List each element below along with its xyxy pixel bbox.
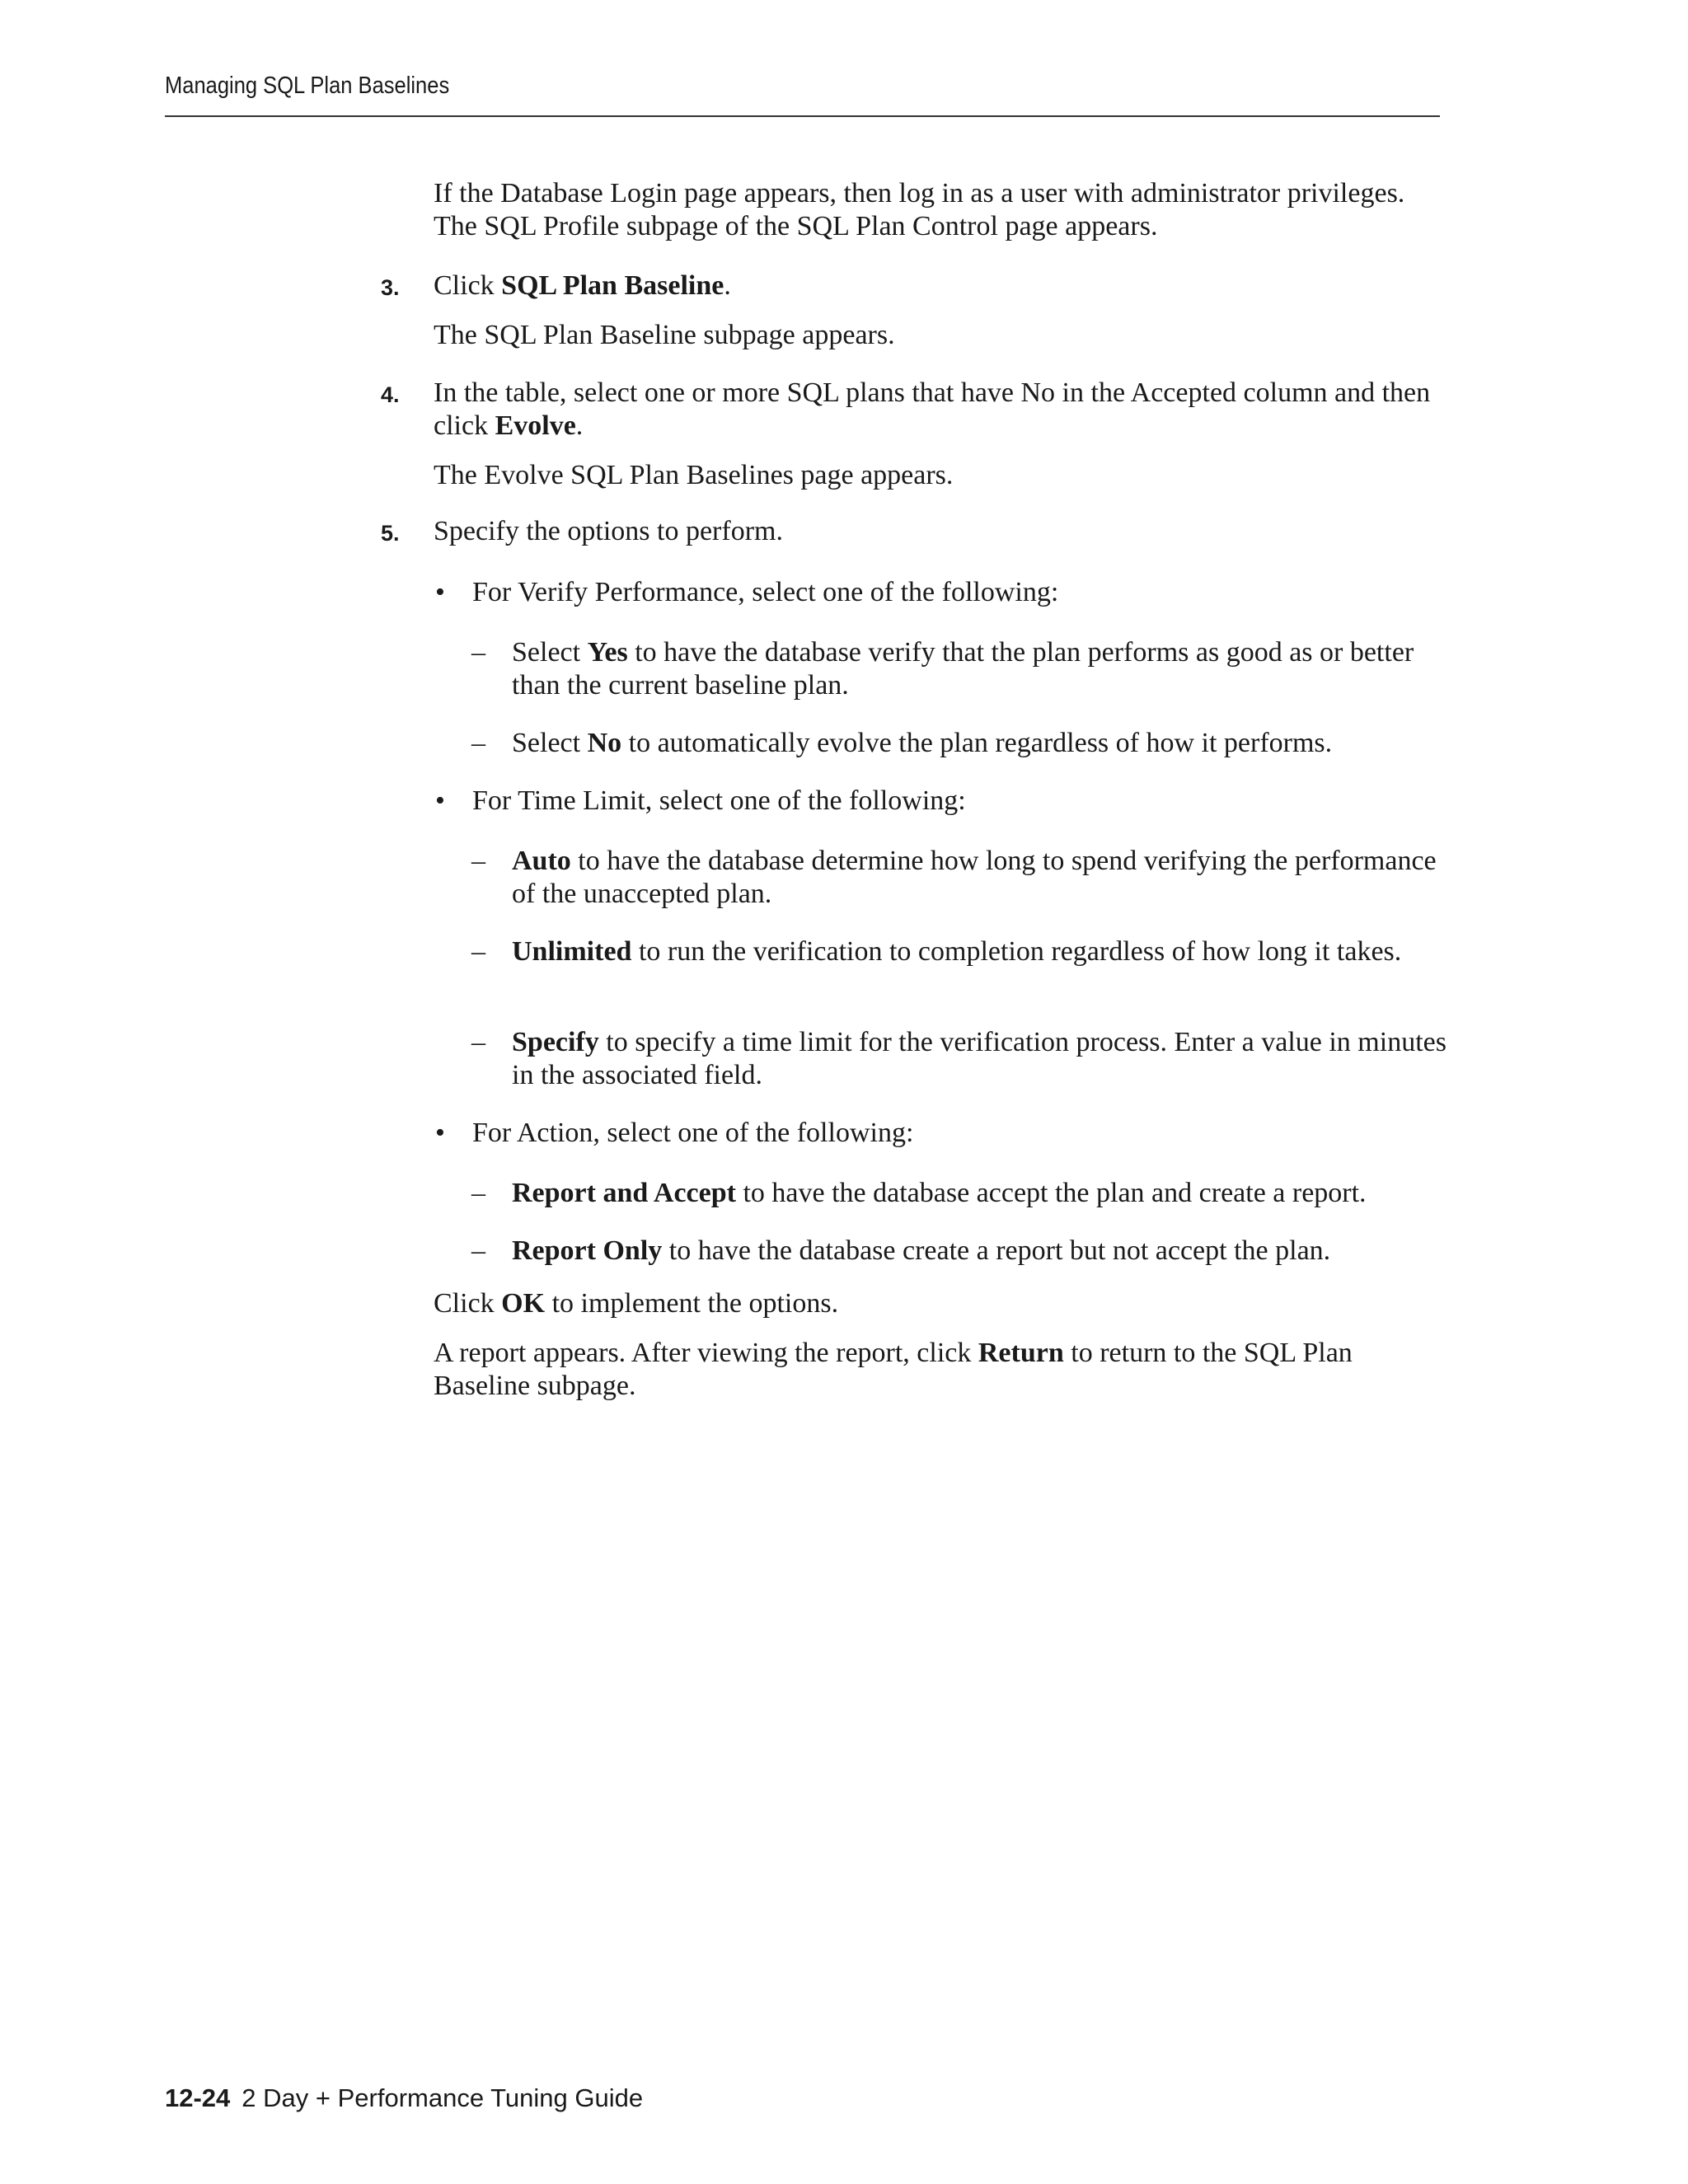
- time-specify-item: [512, 1026, 1447, 1092]
- step-4-result: The Evolve SQL Plan Baselines page appears.: [434, 460, 954, 490]
- time-specify-post: to specify a time limit for the verification process. Enter a value in minutes in the associated field.: [512, 1027, 1447, 1090]
- action-report-only-post: to have the database create a report but not accept the plan.: [662, 1235, 1331, 1266]
- action-report-accept-bold: Report and Accept: [512, 1178, 736, 1208]
- report-post: to return to the SQL Plan Baseline subpage.: [434, 1338, 1353, 1401]
- time-unlimited-post: to run the verification to completion regardless of how long it takes.: [631, 936, 1402, 967]
- time-auto-post: to have the database determine how long to spend verifying the performance of the unaccepted plan.: [512, 846, 1437, 909]
- verify-no-post: to automatically evolve the plan regardless of how it performs.: [621, 728, 1333, 758]
- footer-page-number: 12-24: [165, 2083, 231, 2112]
- step-3-text: [434, 269, 1447, 302]
- time-auto-bold: Auto: [512, 846, 571, 876]
- dash-report-accept: –: [471, 1178, 485, 1208]
- report-paragraph: [434, 1337, 1447, 1403]
- bullet-verify: •: [435, 577, 445, 607]
- verify-yes-pre: Select: [512, 637, 588, 668]
- time-limit-text: For Time Limit, select one of the following:: [472, 785, 966, 816]
- verify-no-item: [512, 727, 1447, 760]
- click-ok-post: to implement the options.: [545, 1288, 839, 1319]
- click-ok-pre: Click: [434, 1288, 502, 1319]
- time-unlimited-item: [512, 935, 1447, 968]
- verify-yes-post: to have the database verify that the plan performs as good as or better than the current baseline plan.: [512, 637, 1414, 701]
- time-auto-item: [512, 845, 1447, 911]
- bullet-time-limit: •: [435, 785, 445, 816]
- action-text: For Action, select one of the following:: [472, 1118, 914, 1148]
- verify-no-bold: No: [587, 728, 622, 758]
- dash-specify: –: [471, 1027, 485, 1057]
- step-5-number: 5.: [381, 521, 400, 546]
- step-4-pre: In the table, select one or more SQL plans that have No in the Accepted column and then click: [434, 377, 1431, 441]
- time-specify-bold: Specify: [512, 1027, 599, 1057]
- dash-unlimited: –: [471, 936, 485, 967]
- click-ok-bold: OK: [501, 1288, 546, 1319]
- step-4-number: 4.: [381, 382, 400, 407]
- step-3-post: .: [724, 270, 731, 301]
- step-3-number: 3.: [381, 275, 400, 300]
- step-4-bold: Evolve: [495, 410, 576, 441]
- dash-no: –: [471, 728, 485, 758]
- dash-auto: –: [471, 846, 485, 876]
- bullet-action: •: [435, 1118, 445, 1148]
- dash-yes: –: [471, 637, 485, 668]
- action-report-accept-item: [512, 1177, 1447, 1210]
- verify-yes-item: [512, 636, 1447, 702]
- step-3-result: The SQL Plan Baseline subpage appears.: [434, 320, 895, 350]
- report-pre: A report appears. After viewing the report, click: [434, 1338, 978, 1368]
- verify-no-pre: Select: [512, 728, 588, 758]
- intro-paragraph: If the Database Login page appears, then log in as a user with administrator privileges. The SQL Profile subpage of the SQL Plan Control page appears.: [434, 178, 1405, 241]
- verify-yes-bold: Yes: [587, 637, 628, 668]
- action-report-accept-post: to have the database accept the plan and create a report.: [735, 1178, 1367, 1208]
- time-unlimited-bold: Unlimited: [512, 936, 632, 967]
- step-3-bold: SQL Plan Baseline: [501, 270, 724, 301]
- step-3-pre: Click: [434, 270, 502, 301]
- verify-performance-text: For Verify Performance, select one of the following:: [472, 577, 1059, 607]
- action-report-only-item: [512, 1235, 1447, 1268]
- click-ok-paragraph: [434, 1287, 1447, 1320]
- running-header: Managing SQL Plan Baselines: [165, 73, 450, 99]
- header-rule: [165, 115, 1440, 117]
- report-bold: Return: [978, 1338, 1064, 1368]
- footer-book-title: 2 Day + Performance Tuning Guide: [241, 2083, 644, 2112]
- step-4-post: .: [575, 410, 584, 441]
- step-4-text: [434, 377, 1447, 443]
- dash-report-only: –: [471, 1235, 485, 1266]
- page-footer: [165, 2083, 643, 2113]
- action-report-only-bold: Report Only: [512, 1235, 663, 1266]
- step-5-text: Specify the options to perform.: [434, 516, 783, 546]
